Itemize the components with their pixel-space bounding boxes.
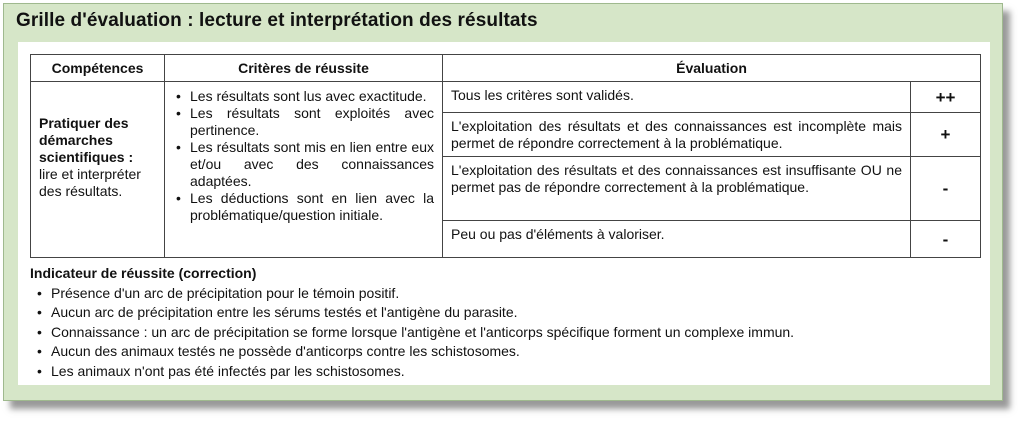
indicator-item: • Présence d'un arc de précipitation pour le témoin positif.	[30, 284, 980, 304]
header-evaluation: Évaluation	[443, 55, 981, 82]
table-row	[31, 82, 981, 113]
criteria-list	[173, 88, 434, 224]
evaluation-mark: ++	[911, 82, 981, 113]
indicator-item: • Connaissance : un arc de précipitation se forme lorsque l'antigène et l'anticorps spécifique forment un complexe immun.	[30, 323, 980, 343]
indicator-item: • Aucun arc de précipitation entre les sérums testés et l'antigène du parasite.	[30, 303, 980, 323]
card-body	[18, 42, 990, 385]
evaluation-mark: -	[911, 221, 981, 258]
evaluation-text: Tous les critères sont validés.	[443, 82, 911, 113]
evaluation-card	[3, 3, 1003, 401]
competence-title: Pratiquer des démarches scientifiques :	[39, 115, 134, 165]
evaluation-table	[30, 54, 981, 258]
criteria-item: • Les résultats sont lus avec exactitude.	[173, 88, 434, 105]
competence-detail: lire et interpréter des résultats.	[39, 166, 141, 199]
evaluation-text: L'exploitation des résultats et des connaissances est insuffisante OU ne permet pas de répondre correctement à la problématique.	[443, 157, 911, 221]
criteria-item: • Les résultats sont mis en lien entre eux et/ou avec des connaissances adaptées.	[173, 139, 434, 190]
indicator-list	[30, 284, 980, 382]
evaluation-mark: -	[911, 157, 981, 221]
header-criteres: Critères de réussite	[165, 55, 443, 82]
indicator-item: • Aucun des animaux testés ne possède d'anticorps contre les schistosomes.	[30, 342, 980, 362]
card-title: Grille d'évaluation : lecture et interprétation des résultats	[16, 10, 538, 31]
competence-cell	[31, 82, 165, 258]
criteria-cell	[165, 82, 443, 258]
criteria-item: • Les résultats sont exploités avec pertinence.	[173, 105, 434, 139]
evaluation-mark: +	[911, 113, 981, 157]
indicator-item: • Les animaux n'ont pas été infectés par les schistosomes.	[30, 362, 980, 382]
indicator-section	[30, 264, 980, 381]
table-header-row	[31, 55, 981, 82]
evaluation-text: Peu ou pas d'éléments à valoriser.	[443, 221, 911, 258]
criteria-item: • Les déductions sont en lien avec la problématique/question initiale.	[173, 190, 434, 224]
indicator-title: Indicateur de réussite (correction)	[30, 265, 257, 281]
evaluation-text: L'exploitation des résultats et des connaissances est incomplète mais permet de répondre correctement à la problématique.	[443, 113, 911, 157]
header-competences: Compétences	[31, 55, 165, 82]
